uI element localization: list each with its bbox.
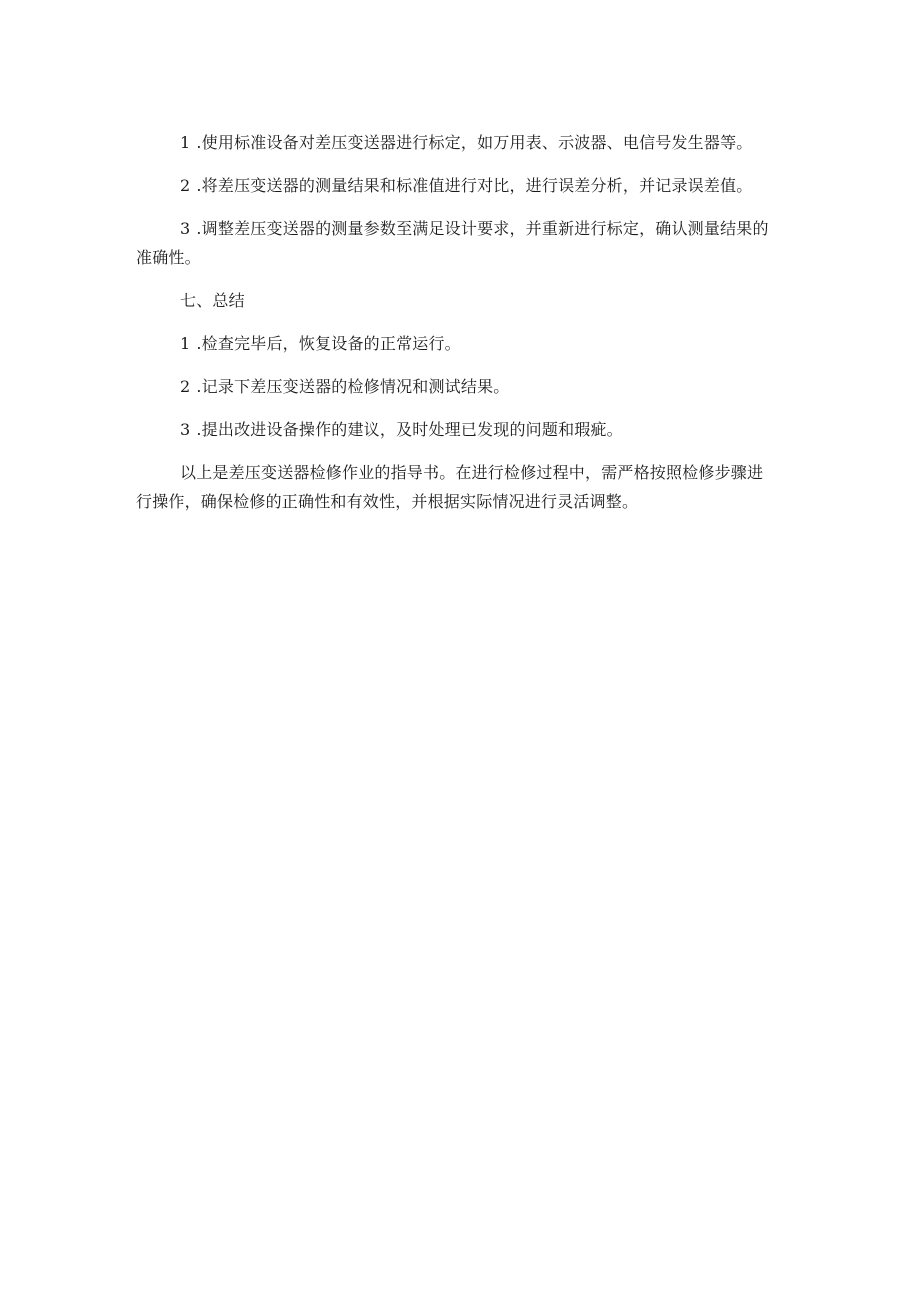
item-text: .记录下差压变送器的检修情况和测试结果。	[196, 377, 510, 396]
summary-item-2	[136, 372, 776, 401]
step-text: .使用标准设备对差压变送器进行标定，如万用表、示波器、电信号发生器等。	[196, 133, 753, 152]
document-body	[136, 128, 776, 516]
closing-paragraph: 以上是差压变送器检修作业的指导书。在进行检修过程中，需严格按照检修步骤进行操作，确保检修的正确性和有效性，并根据实际情况进行灵活调整。	[136, 463, 764, 511]
calibration-step-3	[136, 214, 776, 272]
step-number: 2	[180, 176, 191, 195]
item-text: .提出改进设备操作的建议，及时处理已发现的问题和瑕疵。	[196, 420, 623, 439]
calibration-step-2	[136, 171, 776, 200]
item-number: 3	[180, 420, 191, 439]
item-text: .检查完毕后，恢复设备的正常运行。	[196, 334, 461, 353]
summary-item-1	[136, 329, 776, 358]
step-text: .将差压变送器的测量结果和标准值进行对比，进行误差分析，并记录误差值。	[196, 176, 753, 195]
section-heading-summary: 七、总结	[180, 291, 245, 310]
calibration-step-1	[136, 128, 776, 157]
step-number: 3	[180, 219, 191, 238]
step-text: .调整差压变送器的测量参数至满足设计要求，并重新进行标定，确认测量结果的准确性。	[136, 219, 769, 267]
item-number: 1	[180, 334, 191, 353]
step-number: 1	[180, 133, 191, 152]
item-number: 2	[180, 377, 191, 396]
summary-item-3	[136, 415, 776, 444]
